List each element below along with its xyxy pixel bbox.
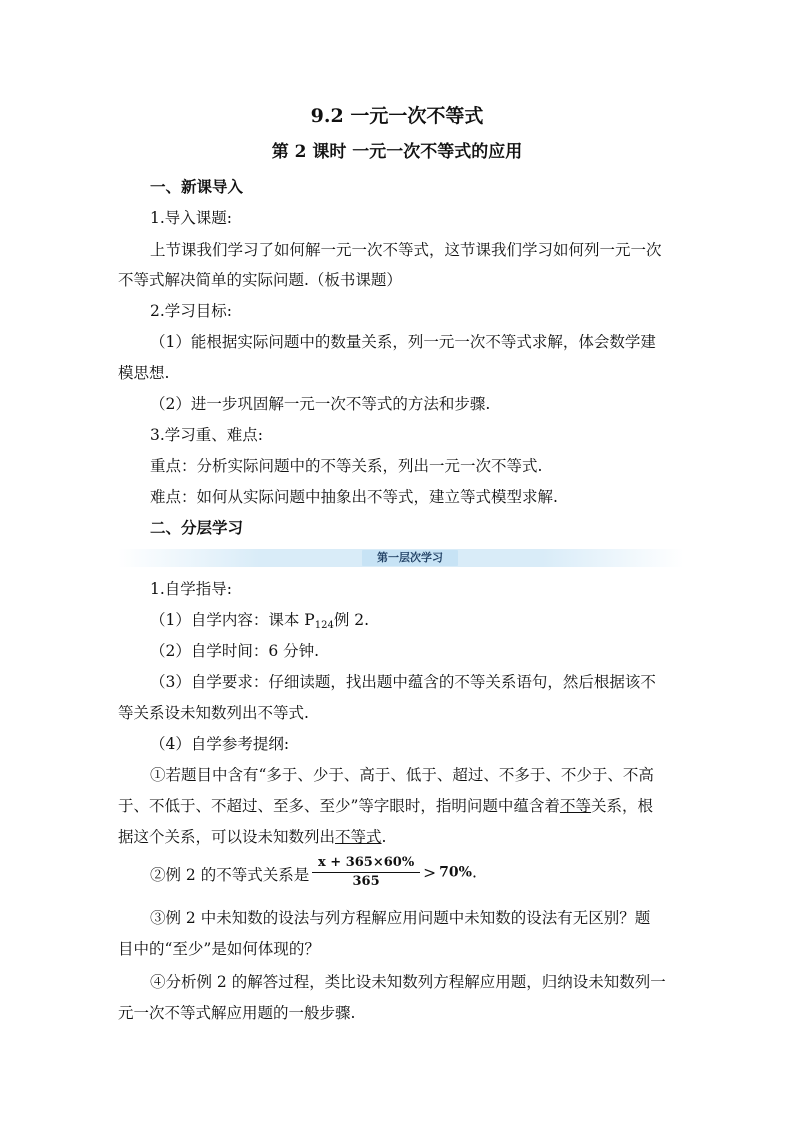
greater-than-sign: > (423, 863, 437, 882)
inequality-formula (312, 855, 477, 890)
text: 关系，根 (590, 797, 653, 815)
page-title: 9.2 一元一次不等式 (310, 105, 484, 127)
paragraph: ③例 2 中未知数的设法与列方程解应用问题中未知数的设法有无区别？题 (150, 909, 651, 927)
paragraph: ②例 2 的不等式关系是 (150, 866, 310, 884)
text: 据这个关系，可以设未知数列出 (118, 828, 336, 846)
paragraph: （2）进一步巩固解一元一次不等式的方法和步骤. (150, 395, 491, 413)
text: . (381, 828, 387, 846)
paragraph: 模思想. (118, 364, 170, 382)
fraction (312, 855, 420, 890)
paragraph: （3）自学要求：仔细读题，找出题中蕴含的不等关系语句，然后根据该不 (150, 673, 656, 691)
level-banner (118, 549, 684, 567)
paragraph: 1.导入课题: (150, 209, 233, 227)
fraction-denominator: 365 (352, 874, 380, 889)
paragraph: 难点：如何从实际问题中抽象出不等式，建立等式模型求解. (150, 488, 558, 506)
paragraph: 元一次不等式解应用题的一般步骤. (118, 1004, 356, 1022)
fraction-numerator: x + 365×60% (312, 855, 420, 873)
lesson-subtitle: 第 2 课时 一元一次不等式的应用 (271, 142, 523, 162)
paragraph: 上节课我们学习了如何解一元一次不等式，这节课我们学习如何列一元一次 (150, 241, 662, 259)
text: 例 2. (333, 611, 370, 629)
paragraph: ④分析例 2 的解答过程，类比设未知数列方程解应用题，归纳设未知数列一 (150, 973, 666, 991)
page-subscript: 124 (314, 620, 334, 631)
text: 于、不低于、不超过、至多、至少”等字眼时，指明问题中蕴含着 (118, 797, 560, 815)
paragraph: （1）能根据实际问题中的数量关系，列一元一次不等式求解，体会数学建 (150, 333, 656, 351)
paragraph: （4）自学参考提纲: (150, 735, 290, 753)
percent-value: 70% (439, 864, 472, 881)
paragraph (118, 796, 653, 816)
paragraph: 2.学习目标: (150, 302, 233, 320)
paragraph (150, 610, 369, 636)
paragraph: 不等式解决简单的实际问题.（板书课题） (118, 271, 402, 289)
paragraph: （2）自学时间：6 分钟. (150, 642, 320, 660)
paragraph: 1.自学指导: (150, 580, 233, 598)
paragraph (118, 827, 386, 847)
paragraph: 3.学习重、难点: (150, 426, 264, 444)
text: （1）自学内容：课本 P (150, 611, 315, 629)
paragraph: 等关系设未知数列出不等式. (118, 704, 309, 722)
paragraph: 目中的“至少”是如何体现的？ (118, 940, 320, 958)
section-heading-intro: 一、新课导入 (150, 177, 244, 196)
text: . (471, 863, 477, 882)
paragraph: 重点：分析实际问题中的不等关系，列出一元一次不等式. (150, 457, 543, 475)
section-heading-layered: 二、分层学习 (150, 518, 244, 537)
paragraph: ①若题目中含有“多于、少于、高于、低于、超过、不多于、不少于、不高 (150, 766, 654, 784)
answer-underline: 不等式 (335, 828, 382, 846)
answer-underline: 不等 (559, 797, 591, 815)
level-banner-label: 第一层次学习 (362, 550, 458, 566)
